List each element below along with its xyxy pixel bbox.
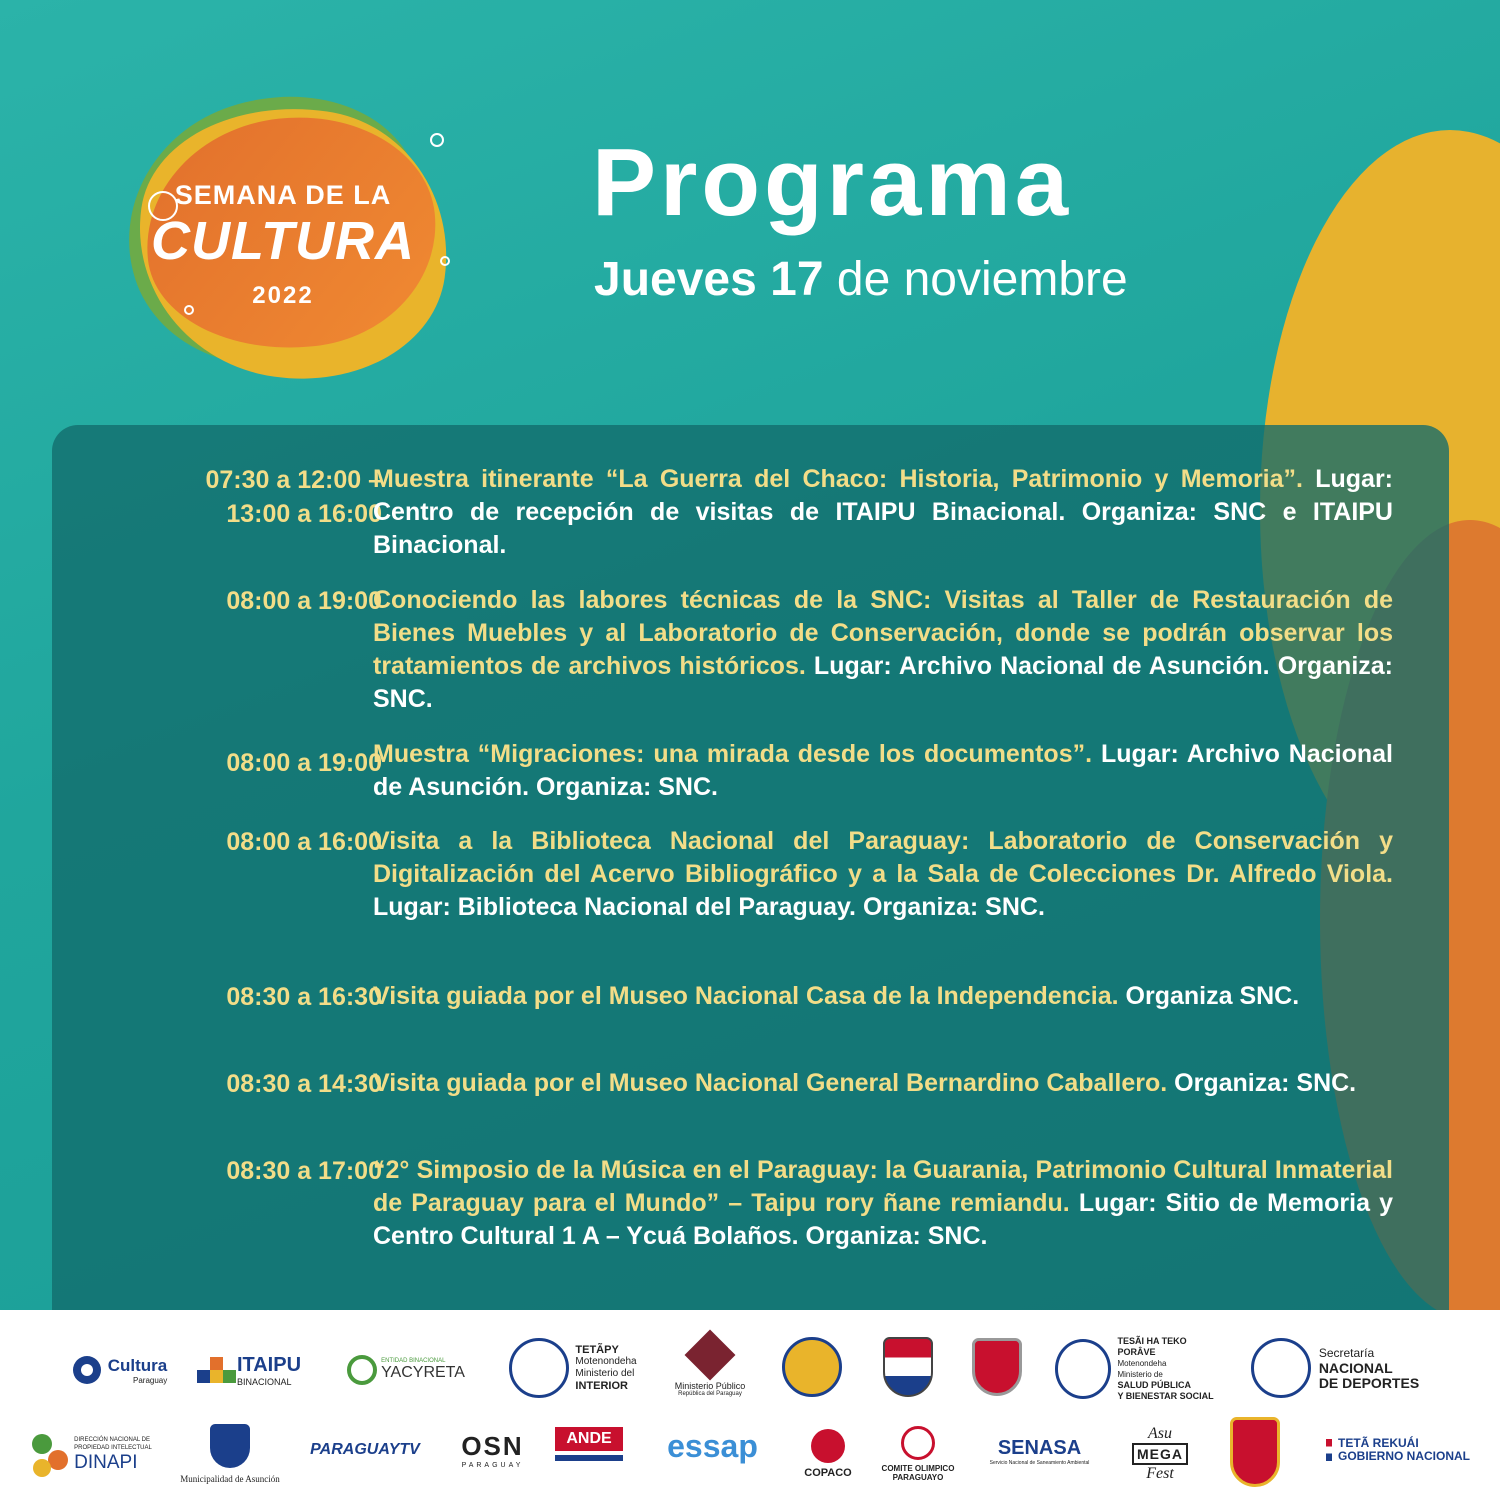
- event-title: Visita guiada por el Museo Nacional Casa de la Independencia.: [373, 982, 1119, 1010]
- osn-logo: OSN PARAGUAY: [461, 1431, 524, 1469]
- event-description: [373, 980, 1393, 1013]
- event-time: 08:00 a 19:00: [226, 587, 382, 615]
- event-description: [373, 1067, 1393, 1100]
- event-description: [373, 825, 1393, 924]
- logo-line2: CULTURA: [151, 211, 415, 271]
- ande-logo: ANDE: [555, 1424, 623, 1464]
- event-description: [373, 1154, 1393, 1253]
- event-details: Organiza: SNC.: [1167, 1069, 1357, 1097]
- event-details: Organiza SNC.: [1118, 982, 1300, 1010]
- bomberos-shield-icon: [1225, 1412, 1285, 1492]
- event-details: Lugar: Sitio de Memoria y Centro Cultural 1 A – Ycuá Bolaños. Organiza: SNC.: [373, 1189, 1393, 1250]
- event-time: 08:00 a 16:00: [226, 828, 382, 856]
- sponsor-footer: [0, 1310, 1500, 1500]
- policia-shield-icon: [967, 1334, 1027, 1400]
- mp-diamond-icon: [685, 1330, 736, 1381]
- event-details: Lugar: Archivo Nacional de Asunción. Organiza: SNC.: [373, 652, 1393, 713]
- event-details: Lugar: Biblioteca Nacional del Paraguay. Organiza: SNC.: [373, 893, 1045, 921]
- ejercito-shield-icon: [877, 1332, 939, 1402]
- event-details: Lugar: Archivo Nacional de Asunción. Organiza: SNC.: [373, 740, 1393, 801]
- event-title: Visita a la Biblioteca Nacional del Paraguay: Laboratorio de Conservación y Digitalización del Acervo Bibliográfico y a la Sala de Colecciones Dr. Alfredo Viola.: [373, 827, 1393, 888]
- event-time: 08:00 a 19:00: [226, 749, 382, 777]
- page-title: Programa: [592, 129, 1073, 236]
- paraguay-seal-icon: [1055, 1339, 1111, 1399]
- olympic-lion-icon: [901, 1426, 935, 1460]
- municipalidad-logo: Municipalidad de Asunción: [170, 1414, 290, 1494]
- comite-olimpico-logo: COMITE OLIMPICO PARAGUAYO: [876, 1414, 960, 1494]
- event-title: Conociendo las labores técnicas de la SNC: Visitas al Taller de Restauración de Bienes Muebles y al Laboratorio de Conservación, donde se podrán observar los tratamientos de archivos históricos.: [373, 586, 1393, 680]
- asu-mega-fest-logo: Asu MEGA Fest: [1120, 1414, 1200, 1494]
- paraguay-seal-icon: [1251, 1338, 1311, 1398]
- date-day: Jueves 17: [594, 253, 824, 306]
- yacyreta-icon: [347, 1355, 377, 1385]
- page-date: [594, 252, 1128, 307]
- event-title: Visita guiada por el Museo Nacional General Bernardino Caballero.: [373, 1069, 1168, 1097]
- secretaria-deportes-logo: Secretaría NACIONAL DE DEPORTES: [1240, 1335, 1430, 1401]
- semana-cultura-logo: [118, 78, 468, 388]
- dinapi-logo: DIRECCIÓN NACIONAL DE PROPIEDAD INTELECTUAL DINAPI: [28, 1422, 152, 1488]
- itaipu-icon: [197, 1357, 237, 1383]
- yacyreta-logo: ENTIDAD BINACIONAL YACYRETA: [335, 1348, 477, 1392]
- schedule-panel: [52, 425, 1449, 1345]
- event-title: Muestra itinerante “La Guerra del Chaco: Historia, Patrimonio y Memoria”.: [373, 465, 1303, 493]
- senasa-logo: SENASA Servicio Nacional de Saneamiento Ambiental: [989, 1436, 1090, 1466]
- cultura-flower-icon: [69, 1345, 105, 1395]
- copaco-icon: [811, 1429, 845, 1463]
- paraguaytv-logo: PARAGUAYTV: [310, 1441, 420, 1458]
- event-time: 08:30 a 16:30: [226, 983, 382, 1011]
- municipalidad-shield-icon: [210, 1424, 250, 1468]
- itaipu-logo: ITAIPU BINACIONAL: [188, 1348, 310, 1392]
- gobierno-nacional-logo: TETÃ REKUÁI GOBIERNO NACIONAL: [1318, 1430, 1478, 1470]
- event-time: 08:30 a 14:30: [226, 1070, 382, 1098]
- logo-line1: SEMANA DE LA: [174, 180, 392, 210]
- event-description: [373, 584, 1393, 716]
- paraguay-flag-icon: [1326, 1439, 1332, 1461]
- dinapi-gears-icon: [28, 1430, 72, 1480]
- event-title: Muestra “Migraciones: una mirada desde los documentos”.: [373, 740, 1093, 768]
- date-rest: de noviembre: [823, 253, 1128, 306]
- event-time: 07:30 a 12:00 – 13:00 a 16:00: [205, 466, 382, 528]
- ministerio-publico-logo: Ministerio Público República del Paraguay: [665, 1332, 755, 1402]
- event-description: [373, 463, 1393, 562]
- logo-year: 2022: [252, 282, 314, 309]
- ministerio-interior-logo: TETÃPY Motenondeha Ministerio del INTERIOR: [503, 1335, 643, 1401]
- event-details: Lugar: Centro de recepción de visitas de ITAIPU Binacional. Organiza: SNC e ITAIPU Binacional.: [373, 465, 1393, 559]
- event-title: “2° Simposio de la Música en el Paraguay: la Guarania, Patrimonio Cultural Inmaterial de Paraguay para el Mundo” – Taipu rory ñane remiandu.: [373, 1156, 1393, 1217]
- cultura-logo: Cultura Paraguay: [68, 1340, 168, 1400]
- paraguay-seal-icon: [509, 1338, 569, 1398]
- presidencia-seal: [781, 1336, 843, 1398]
- ministerio-salud-logo: TESÃI HA TEKO PORÂVE Motenondeha Ministerio de SALUD PÚBLICA Y BIENESTAR SOCIAL: [1055, 1335, 1220, 1403]
- essap-logo: essap: [667, 1427, 758, 1464]
- event-description: [373, 738, 1393, 804]
- copaco-logo: COPACO: [800, 1414, 856, 1494]
- event-time: 08:30 a 17:00: [226, 1157, 382, 1185]
